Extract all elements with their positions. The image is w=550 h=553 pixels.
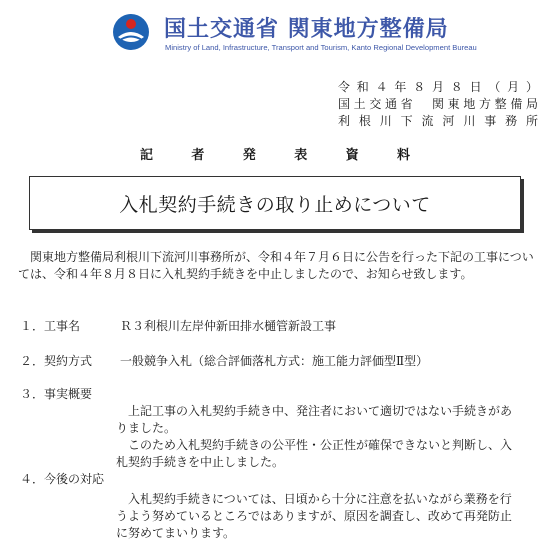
item-3-body (116, 403, 522, 471)
title-box (29, 176, 521, 230)
item-2-label: ２．契約方式 (20, 354, 93, 368)
item-4-paragraph-1: 入札契約手続きについては、日頃から十分に注意を払いながら業務を行うよう努めているところではありますが、原因を調査し、改めて再発防止に努めてまいります。 (116, 492, 512, 540)
item-4-label: ４．今後の対応 (20, 472, 105, 486)
document-title: 入札契約手続きの取り止めについて (119, 193, 431, 216)
issuer-block (338, 79, 538, 130)
item-3-paragraph-2: このため入札契約手続きの公平性・公正性が確保できないと判断し、入札契約手続きを中止しました。 (116, 438, 513, 469)
item-2-value: 一般競争入札（総合評価落札方式：施工能力評価型Ⅱ型） (120, 354, 429, 368)
org-name-ja: 国土交通省 関東地方整備局 (164, 17, 449, 42)
intro-paragraph: 関東地方整備局利根川下流河川事務所が、令和４年７月６日に公告を行った下記の工事については、令和４年８月８日に入札契約手続きを中止しましたので、お知らせ致します。 (18, 250, 534, 281)
item-3-paragraph-1: 上記工事の入札契約手続き中、発注者において適切ではない手続きがありました。 (116, 404, 513, 435)
item-1-label: １．工事名 (20, 319, 81, 333)
issuer-line-2: 利根川下流河川事務所 (338, 114, 538, 128)
mlit-logo-icon (112, 13, 150, 51)
issuer-line-1: 国土交通省 関東地方整備局 (338, 97, 538, 111)
item-3-label: ３．事実概要 (20, 387, 93, 401)
item-4-body (116, 491, 522, 542)
item-1-value: Ｒ３利根川左岸仲新田排水樋管新設工事 (120, 319, 337, 333)
org-name-en: Ministry of Land, Infrastructure, Transport and Tourism, Kanto Regional Development Bureau (165, 43, 477, 52)
release-date: 令和４年８月８日（月） (338, 80, 538, 94)
press-release-label: 記者発表資料 (140, 148, 410, 163)
